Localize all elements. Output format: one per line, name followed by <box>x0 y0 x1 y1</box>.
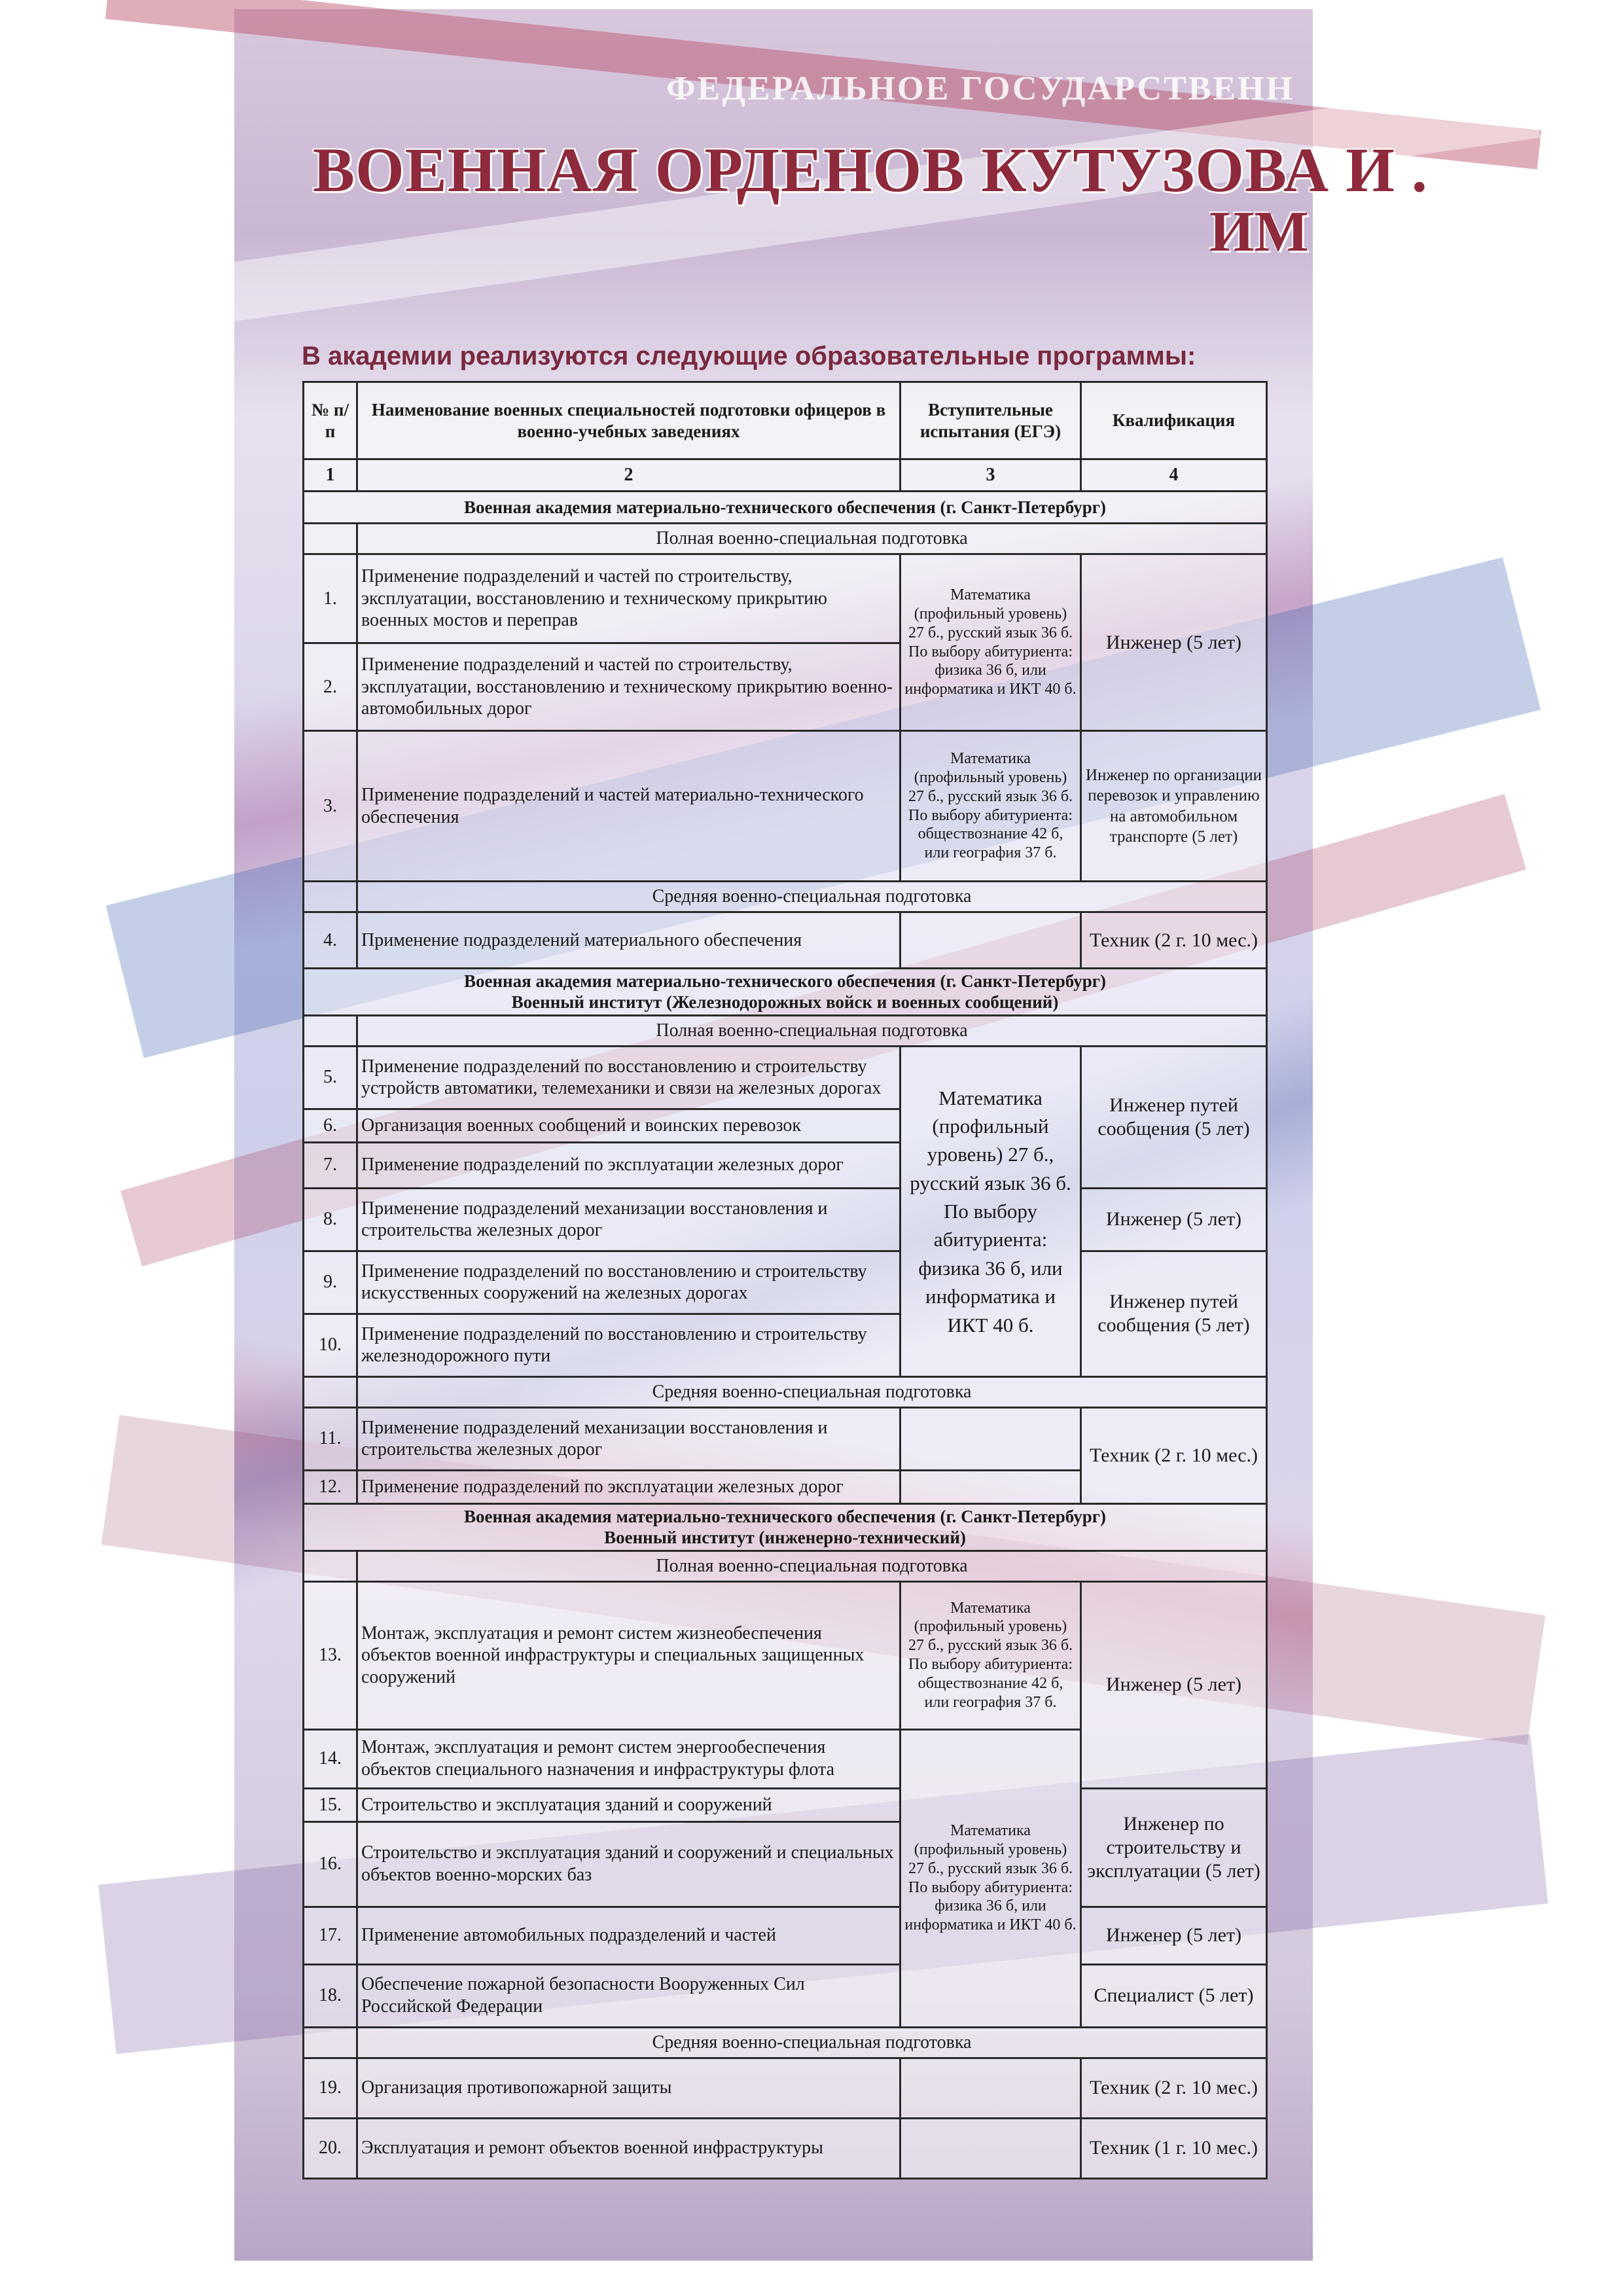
row-qualification: Техник (1 г. 10 мес.) <box>1081 2118 1267 2178</box>
row-specialty: Применение подразделений по восстановлению и строительству устройств автоматики, телемеханики и связи на железных дорогах <box>357 1046 901 1109</box>
row-specialty: Применение подразделений механизации восстановления и строительства железных дорог <box>357 1188 901 1251</box>
row-exams: Математика (профильный уровень) 27 б., русский язык 36 б. По выбору абитуриента: физика 36 б, или информатика и ИКТ 40 б. <box>901 1046 1081 1376</box>
level-row <box>304 1376 1267 1407</box>
row-num: 15. <box>304 1788 357 1821</box>
row-num: 1. <box>304 554 357 643</box>
row-num: 4. <box>304 912 357 969</box>
row-specialty: Монтаж, эксплуатация и ремонт систем жизнеобеспечения объектов военной инфраструктуры и специальных защищенных сооружений <box>357 1581 901 1729</box>
row-num: 14. <box>304 1729 357 1788</box>
table-row <box>304 1046 1267 1109</box>
table-row <box>304 2118 1267 2178</box>
section-subtitle: Военный институт (инженерно-технический) <box>604 1528 966 1548</box>
empty-cell <box>304 1551 357 1581</box>
table-row <box>304 1407 1267 1470</box>
row-exams: Математика (профильный уровень) 27 б., русский язык 36 б. По выбору абитуриента: обществознание 42 б, или география 37 б. <box>901 731 1081 882</box>
row-num: 7. <box>304 1142 357 1188</box>
intro-heading: В академии реализуются следующие образовательные программы: <box>302 342 1196 370</box>
row-specialty: Применение подразделений по эксплуатации железных дорог <box>357 1142 901 1188</box>
column-index: 3 <box>901 459 1081 492</box>
section-header-row <box>304 492 1267 524</box>
row-specialty: Обеспечение пожарной безопасности Вооруженных Сил Российской Федерации <box>357 1964 901 2027</box>
poster-sheet <box>234 9 1428 2261</box>
row-num: 2. <box>304 643 357 731</box>
column-index-row <box>304 459 1267 492</box>
row-exams: Математика (профильный уровень) 27 б., русский язык 36 б. По выбору абитуриента: обществознание 42 б, или география 37 б. <box>901 1581 1081 1729</box>
row-qualification: Инженер по строительству и эксплуатации (5 лет) <box>1081 1788 1267 1907</box>
row-qualification: Инженер по организации перевозок и управлению на автомобильном транспорте (5 лет) <box>1081 731 1267 882</box>
row-qualification: Техник (2 г. 10 мес.) <box>1081 2058 1267 2118</box>
row-num: 11. <box>304 1407 357 1470</box>
empty-cell <box>304 882 357 912</box>
table-row <box>304 1907 1267 1964</box>
programs-table <box>302 381 1268 2179</box>
col-header-num: № п/п <box>304 382 357 459</box>
empty-cell <box>901 1407 1081 1470</box>
col-header-exams: Вступительные испытания (ЕГЭ) <box>901 382 1081 459</box>
row-specialty: Применение автомобильных подразделений и частей <box>357 1907 901 1964</box>
section-header-row <box>304 1503 1267 1551</box>
column-index: 2 <box>357 459 901 492</box>
table-row <box>304 1581 1267 1729</box>
row-num: 13. <box>304 1581 357 1729</box>
row-num: 3. <box>304 731 357 882</box>
level-row <box>304 1551 1267 1581</box>
poster-title: ВОЕННАЯ ОРДЕНОВ КУТУЗОВА И . <box>313 135 1428 205</box>
row-num: 19. <box>304 2058 357 2118</box>
row-specialty: Монтаж, эксплуатация и ремонт систем энергообеспечения объектов специального назначения и инфраструктуры флота <box>357 1729 901 1788</box>
empty-cell <box>901 912 1081 969</box>
row-num: 8. <box>304 1188 357 1251</box>
row-num: 10. <box>304 1314 357 1376</box>
section-title-line: Военная академия материально-технического обеспечения (г. Санкт-Петербург) <box>463 971 1107 991</box>
table-row <box>304 731 1267 882</box>
row-num: 20. <box>304 2118 357 2178</box>
row-specialty: Организация противопожарной защиты <box>357 2058 901 2118</box>
row-qualification: Инженер (5 лет) <box>1081 1188 1267 1251</box>
header-top-line: ФЕДЕРАЛЬНОЕ ГОСУДАРСТВЕНН <box>666 70 1295 107</box>
row-exams: Математика (профильный уровень) 27 б., русский язык 36 б. По выбору абитуриента: физика 36 б, или информатика и ИКТ 40 б. <box>901 554 1081 731</box>
poster-title-line2: ИМ <box>1209 200 1309 264</box>
row-specialty: Применение подразделений и частей материально-технического обеспечения <box>357 731 901 882</box>
empty-cell <box>901 2058 1081 2118</box>
row-num: 16. <box>304 1821 357 1907</box>
section-subtitle: Военный институт (Железнодорожных войск и военных сообщений) <box>511 992 1059 1013</box>
row-num: 12. <box>304 1470 357 1503</box>
row-qualification: Инженер путей сообщения (5 лет) <box>1081 1251 1267 1376</box>
table-row <box>304 1188 1267 1251</box>
row-exams: Математика (профильный уровень) 27 б., русский язык 36 б. По выбору абитуриента: физика 36 б, или информатика и ИКТ 40 б. <box>901 1729 1081 2027</box>
row-qualification: Инженер (5 лет) <box>1081 554 1267 731</box>
col-header-qual: Квалификация <box>1081 382 1267 459</box>
row-qualification: Инженер путей сообщения (5 лет) <box>1081 1046 1267 1188</box>
column-index: 4 <box>1081 459 1267 492</box>
level-title: Средняя военно-специальная подготовка <box>357 882 1267 912</box>
row-qualification: Специалист (5 лет) <box>1081 1964 1267 2027</box>
column-index: 1 <box>304 459 357 492</box>
level-row <box>304 882 1267 912</box>
empty-cell <box>304 1015 357 1046</box>
level-title: Полная военно-специальная подготовка <box>357 524 1267 554</box>
row-specialty: Применение подразделений материального обеспечения <box>357 912 901 969</box>
level-row <box>304 524 1267 554</box>
decor-stripe <box>106 79 1540 338</box>
row-qualification: Инженер (5 лет) <box>1081 1907 1267 1964</box>
row-specialty: Организация военных сообщений и воинских перевозок <box>357 1109 901 1142</box>
section-header-row <box>304 969 1267 1016</box>
table-row <box>304 2058 1267 2118</box>
row-qualification: Инженер (5 лет) <box>1081 1581 1267 1788</box>
row-num: 9. <box>304 1251 357 1314</box>
section-title-line: Военная академия материально-технического обеспечения (г. Санкт-Петербург) <box>463 1506 1107 1526</box>
row-qualification: Техник (2 г. 10 мес.) <box>1081 912 1267 969</box>
programs-table-wrap <box>302 381 1266 2179</box>
empty-cell <box>901 2118 1081 2178</box>
row-specialty: Применение подразделений и частей по строительству, эксплуатации, восстановлению и техническому прикрытию военных мостов и переправ <box>357 554 901 643</box>
row-specialty: Строительство и эксплуатация зданий и сооружений <box>357 1788 901 1821</box>
section-title <box>304 1503 1267 1551</box>
row-specialty: Эксплуатация и ремонт объектов военной инфраструктуры <box>357 2118 901 2178</box>
row-specialty: Применение подразделений по восстановлению и строительству искусственных сооружений на железных дорогах <box>357 1251 901 1314</box>
table-header-row <box>304 382 1267 459</box>
row-num: 18. <box>304 1964 357 2027</box>
level-title: Средняя военно-специальная подготовка <box>357 1376 1267 1407</box>
row-specialty: Применение подразделений по восстановлению и строительству железнодорожного пути <box>357 1314 901 1376</box>
table-row <box>304 1788 1267 1821</box>
level-title: Средняя военно-специальная подготовка <box>357 2027 1267 2058</box>
table-row <box>304 554 1267 643</box>
table-row <box>304 1964 1267 2027</box>
empty-cell <box>304 2027 357 2058</box>
empty-cell <box>901 1470 1081 1503</box>
level-row <box>304 1015 1267 1046</box>
row-num: 6. <box>304 1109 357 1142</box>
section-title <box>304 969 1267 1016</box>
level-title: Полная военно-специальная подготовка <box>357 1015 1267 1046</box>
row-num: 17. <box>304 1907 357 1964</box>
empty-cell <box>304 524 357 554</box>
col-header-name: Наименование военных специальностей подготовки офицеров в военно-учебных заведениях <box>357 382 901 459</box>
section-title: Военная академия материально-технического обеспечения (г. Санкт-Петербург) <box>304 492 1267 524</box>
level-row <box>304 2027 1267 2058</box>
table-row <box>304 912 1267 969</box>
row-specialty: Применение подразделений по эксплуатации железных дорог <box>357 1470 901 1503</box>
table-row <box>304 1251 1267 1314</box>
row-specialty: Применение подразделений и частей по строительству, эксплуатации, восстановлению и техническому прикрытию военно-автомобильных дорог <box>357 643 901 731</box>
level-title: Полная военно-специальная подготовка <box>357 1551 1267 1581</box>
empty-cell <box>304 1376 357 1407</box>
row-specialty: Применение подразделений механизации восстановления и строительства железных дорог <box>357 1407 901 1470</box>
row-num: 5. <box>304 1046 357 1109</box>
row-specialty: Строительство и эксплуатация зданий и сооружений и специальных объектов военно-морских баз <box>357 1821 901 1907</box>
row-qualification: Техник (2 г. 10 мес.) <box>1081 1407 1267 1503</box>
